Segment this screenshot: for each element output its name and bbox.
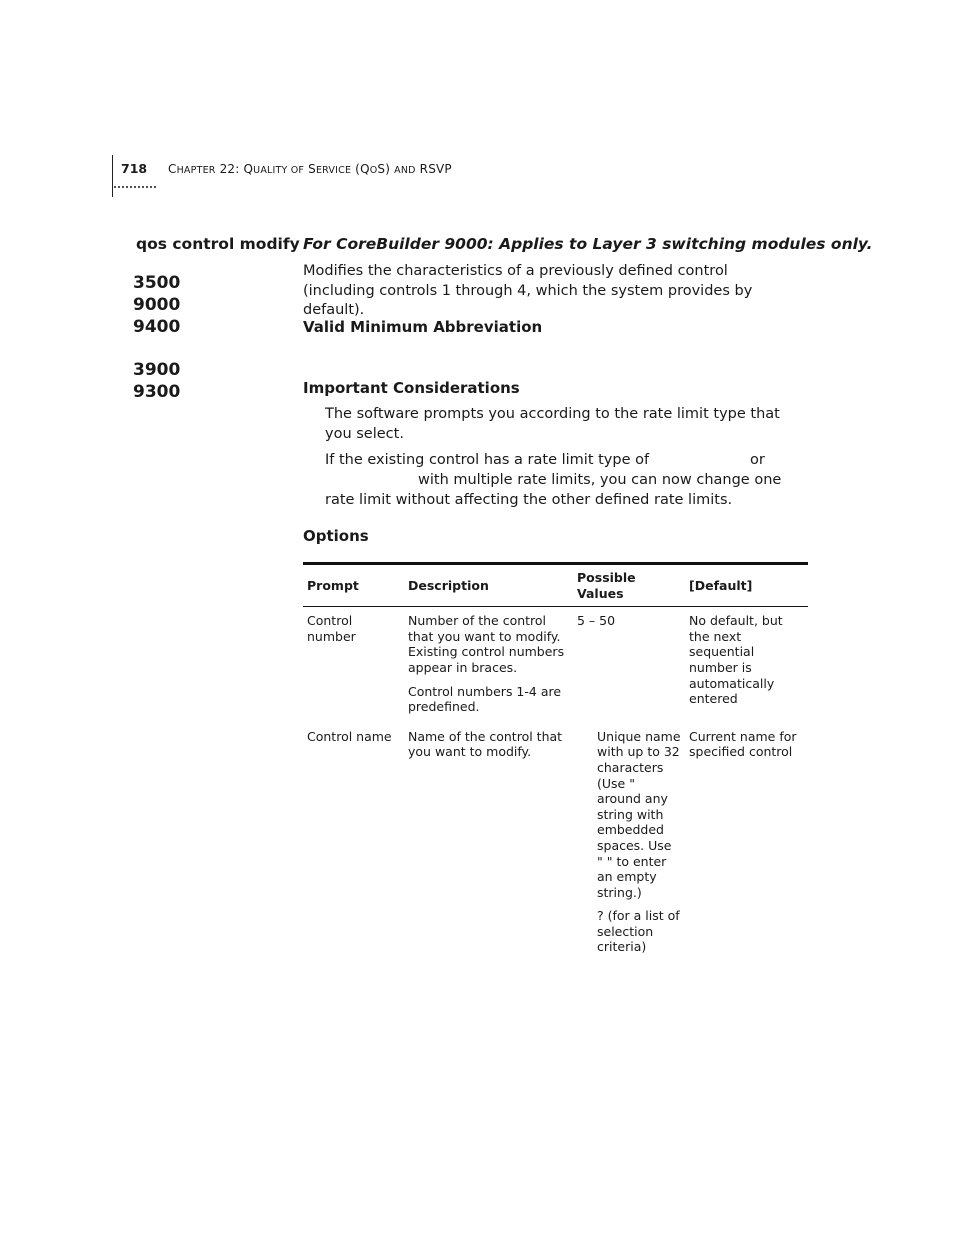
- command-description: Modifies the characteristics of a previously defined control (including controls 1 through 4, which the system provides by default).: [303, 263, 753, 318]
- table-header-row: [303, 564, 808, 607]
- platform-9000: 9000: [133, 295, 181, 315]
- consideration-2-lead: If the existing control has a rate limit type of: [325, 452, 650, 468]
- cell-description: Name of the control that you want to modify.: [408, 728, 563, 760]
- platform-9300: 9300: [133, 382, 181, 402]
- command-name: qos control modify: [136, 235, 300, 253]
- platform-3900: 3900: [133, 360, 181, 380]
- consideration-2-rest: with multiple rate limits, you can now change one rate limit without affecting the other defined rate limits.: [325, 472, 782, 508]
- valid-min-abbrev-heading: Valid Minimum Abbreviation: [303, 318, 543, 336]
- consideration-2-or: or: [750, 452, 765, 468]
- values-text: Unique name with up to 32 characters (Use " around any string with embedded spaces. Use " " to enter an empty string.): [597, 728, 681, 900]
- options-table: [303, 562, 808, 955]
- page-number: 718: [121, 161, 148, 176]
- cell-prompt: Control name: [307, 728, 392, 744]
- cell-values: [573, 715, 685, 955]
- header-dots: [113, 186, 157, 188]
- cell-prompt: Control number: [307, 613, 356, 644]
- important-considerations-heading: Important Considerations: [303, 379, 520, 397]
- header-description: Description: [404, 564, 573, 607]
- cell-values: 5 – 50: [577, 613, 616, 629]
- cell-default: Current name for specified control: [689, 728, 797, 760]
- options-heading: Options: [303, 527, 369, 545]
- consideration-1: The software prompts you according to the rate limit type that you select.: [325, 406, 780, 442]
- header-default: [Default]: [685, 564, 808, 607]
- header-possible-values: Possible Values: [573, 564, 685, 607]
- applies-note: For CoreBuilder 9000: Applies to Layer 3 switching modules only.: [303, 235, 873, 253]
- platform-9400: 9400: [133, 317, 181, 337]
- description-note: Control numbers 1-4 are predefined.: [408, 683, 562, 715]
- description-text: Number of the control that you want to modify. Existing control numbers appear in braces.: [408, 613, 565, 675]
- table-row: [303, 715, 808, 955]
- chapter-title: CHAPTER 22: QUALITY OF SERVICE (QOS) AND RSVP: [168, 162, 452, 176]
- table-row: [303, 607, 808, 715]
- values-note: ? (for a list of selection criteria): [597, 908, 680, 955]
- cell-default: No default, but the next sequential number is automatically entered: [689, 613, 783, 707]
- header-prompt: Prompt: [303, 564, 404, 607]
- header-rule: [112, 155, 113, 197]
- cell-description: [404, 607, 573, 715]
- platform-3500: 3500: [133, 273, 181, 293]
